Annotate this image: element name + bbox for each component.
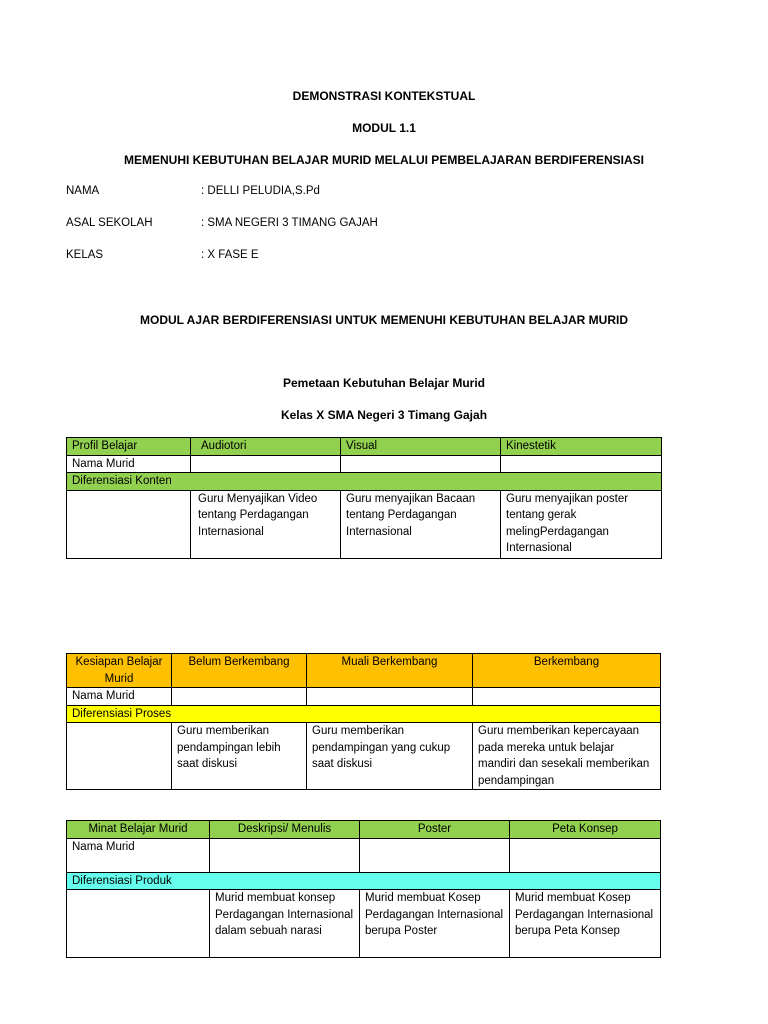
table-row [67, 723, 661, 790]
table-cell [67, 723, 172, 790]
table-cell [510, 838, 661, 872]
table-cell [360, 838, 510, 872]
class-title: Kelas X SMA Negeri 3 Timang Gajah [280, 408, 488, 422]
class-value: : X FASE E [201, 249, 259, 261]
table-cell [191, 455, 341, 473]
name-value: : DELLI PELUDIA,S.Pd [201, 185, 320, 197]
header-cell: Kesiapan Belajar Murid [67, 654, 172, 688]
table-cell [67, 890, 210, 958]
name-row-label: Nama Murid [67, 838, 210, 872]
table-cell: Guru Menyajikan Video tentang Perdagangan Internasional [191, 490, 341, 558]
table-cell: Guru memberikan pendampingan lebih saat diskusi [172, 723, 307, 790]
learning-interest-table [66, 820, 661, 958]
table-cell: Guru memberikan pendampingan yang cukup saat diskusi [307, 723, 473, 790]
section-row [67, 705, 661, 723]
table-cell [210, 838, 360, 872]
header-cell: Poster [360, 821, 510, 839]
header-cell: Kinestetik [501, 438, 662, 456]
header-cell: Peta Konsep [510, 821, 661, 839]
table-row [67, 890, 661, 958]
header-cell: Berkembang [473, 654, 661, 688]
table-row [67, 490, 662, 558]
table-header-row [67, 654, 661, 688]
school-value: : SMA NEGERI 3 TIMANG GAJAH [201, 217, 378, 229]
header-cell: Deskripsi/ Menulis [210, 821, 360, 839]
header-cell: Visual [341, 438, 501, 456]
section-row [67, 473, 662, 491]
section-label: Diferensiasi Produk [67, 872, 661, 890]
table-row [67, 838, 661, 872]
table-cell [307, 688, 473, 706]
class-label: KELAS [66, 249, 104, 261]
table-cell [172, 688, 307, 706]
header-cell: Belum Berkembang [172, 654, 307, 688]
mapping-title: Pemetaan Kebutuhan Belajar Murid [282, 376, 486, 390]
document-title: DEMONSTRASI KONTEKSTUAL [292, 89, 476, 103]
table-cell: Guru menyajikan poster tentang gerak melingPerdagangan Internasional [501, 490, 662, 558]
header-cell: Minat Belajar Murid [67, 821, 210, 839]
section-row [67, 872, 661, 890]
table-cell: Murid membuat Kosep Perdagangan Internasional berupa Poster [360, 890, 510, 958]
table-row [67, 688, 661, 706]
table-cell: Murid membuat Kosep Perdagangan Internasional berupa Peta Konsep [510, 890, 661, 958]
header-cell: Profil Belajar [67, 438, 191, 456]
header-cell: Audiotori [191, 438, 341, 456]
table-cell [341, 455, 501, 473]
header-cell: Muali Berkembang [307, 654, 473, 688]
table-cell [473, 688, 661, 706]
table-cell: Guru menyajikan Bacaan tentang Perdagangan Internasional [341, 490, 501, 558]
section-label: Diferensiasi Proses [67, 705, 661, 723]
table-row [67, 455, 662, 473]
module-number: MODUL 1.1 [352, 121, 416, 135]
table-cell: Murid membuat konsep Perdagangan Internasional dalam sebuah narasi [210, 890, 360, 958]
table-cell: Guru memberikan kepercayaan pada mereka untuk belajar mandiri dan sesekali memberikan pendampingan [473, 723, 661, 790]
document-subtitle: MEMENUHI KEBUTUHAN BELAJAR MURID MELALUI PEMBELAJARAN BERDIFERENSIASI [123, 153, 644, 167]
table-header-row [67, 821, 661, 839]
learning-readiness-table [66, 653, 661, 790]
table-header-row [67, 438, 662, 456]
name-label: NAMA [66, 185, 100, 197]
learning-profile-table [66, 437, 662, 559]
school-label: ASAL SEKOLAH [66, 217, 153, 229]
table-cell [501, 455, 662, 473]
section-title: MODUL AJAR BERDIFERENSIASI UNTUK MEMENUHI KEBUTUHAN BELAJAR MURID [139, 313, 628, 327]
name-row-label: Nama Murid [67, 688, 172, 706]
table-cell [67, 490, 191, 558]
section-label: Diferensiasi Konten [67, 473, 662, 491]
name-row-label: Nama Murid [67, 455, 191, 473]
